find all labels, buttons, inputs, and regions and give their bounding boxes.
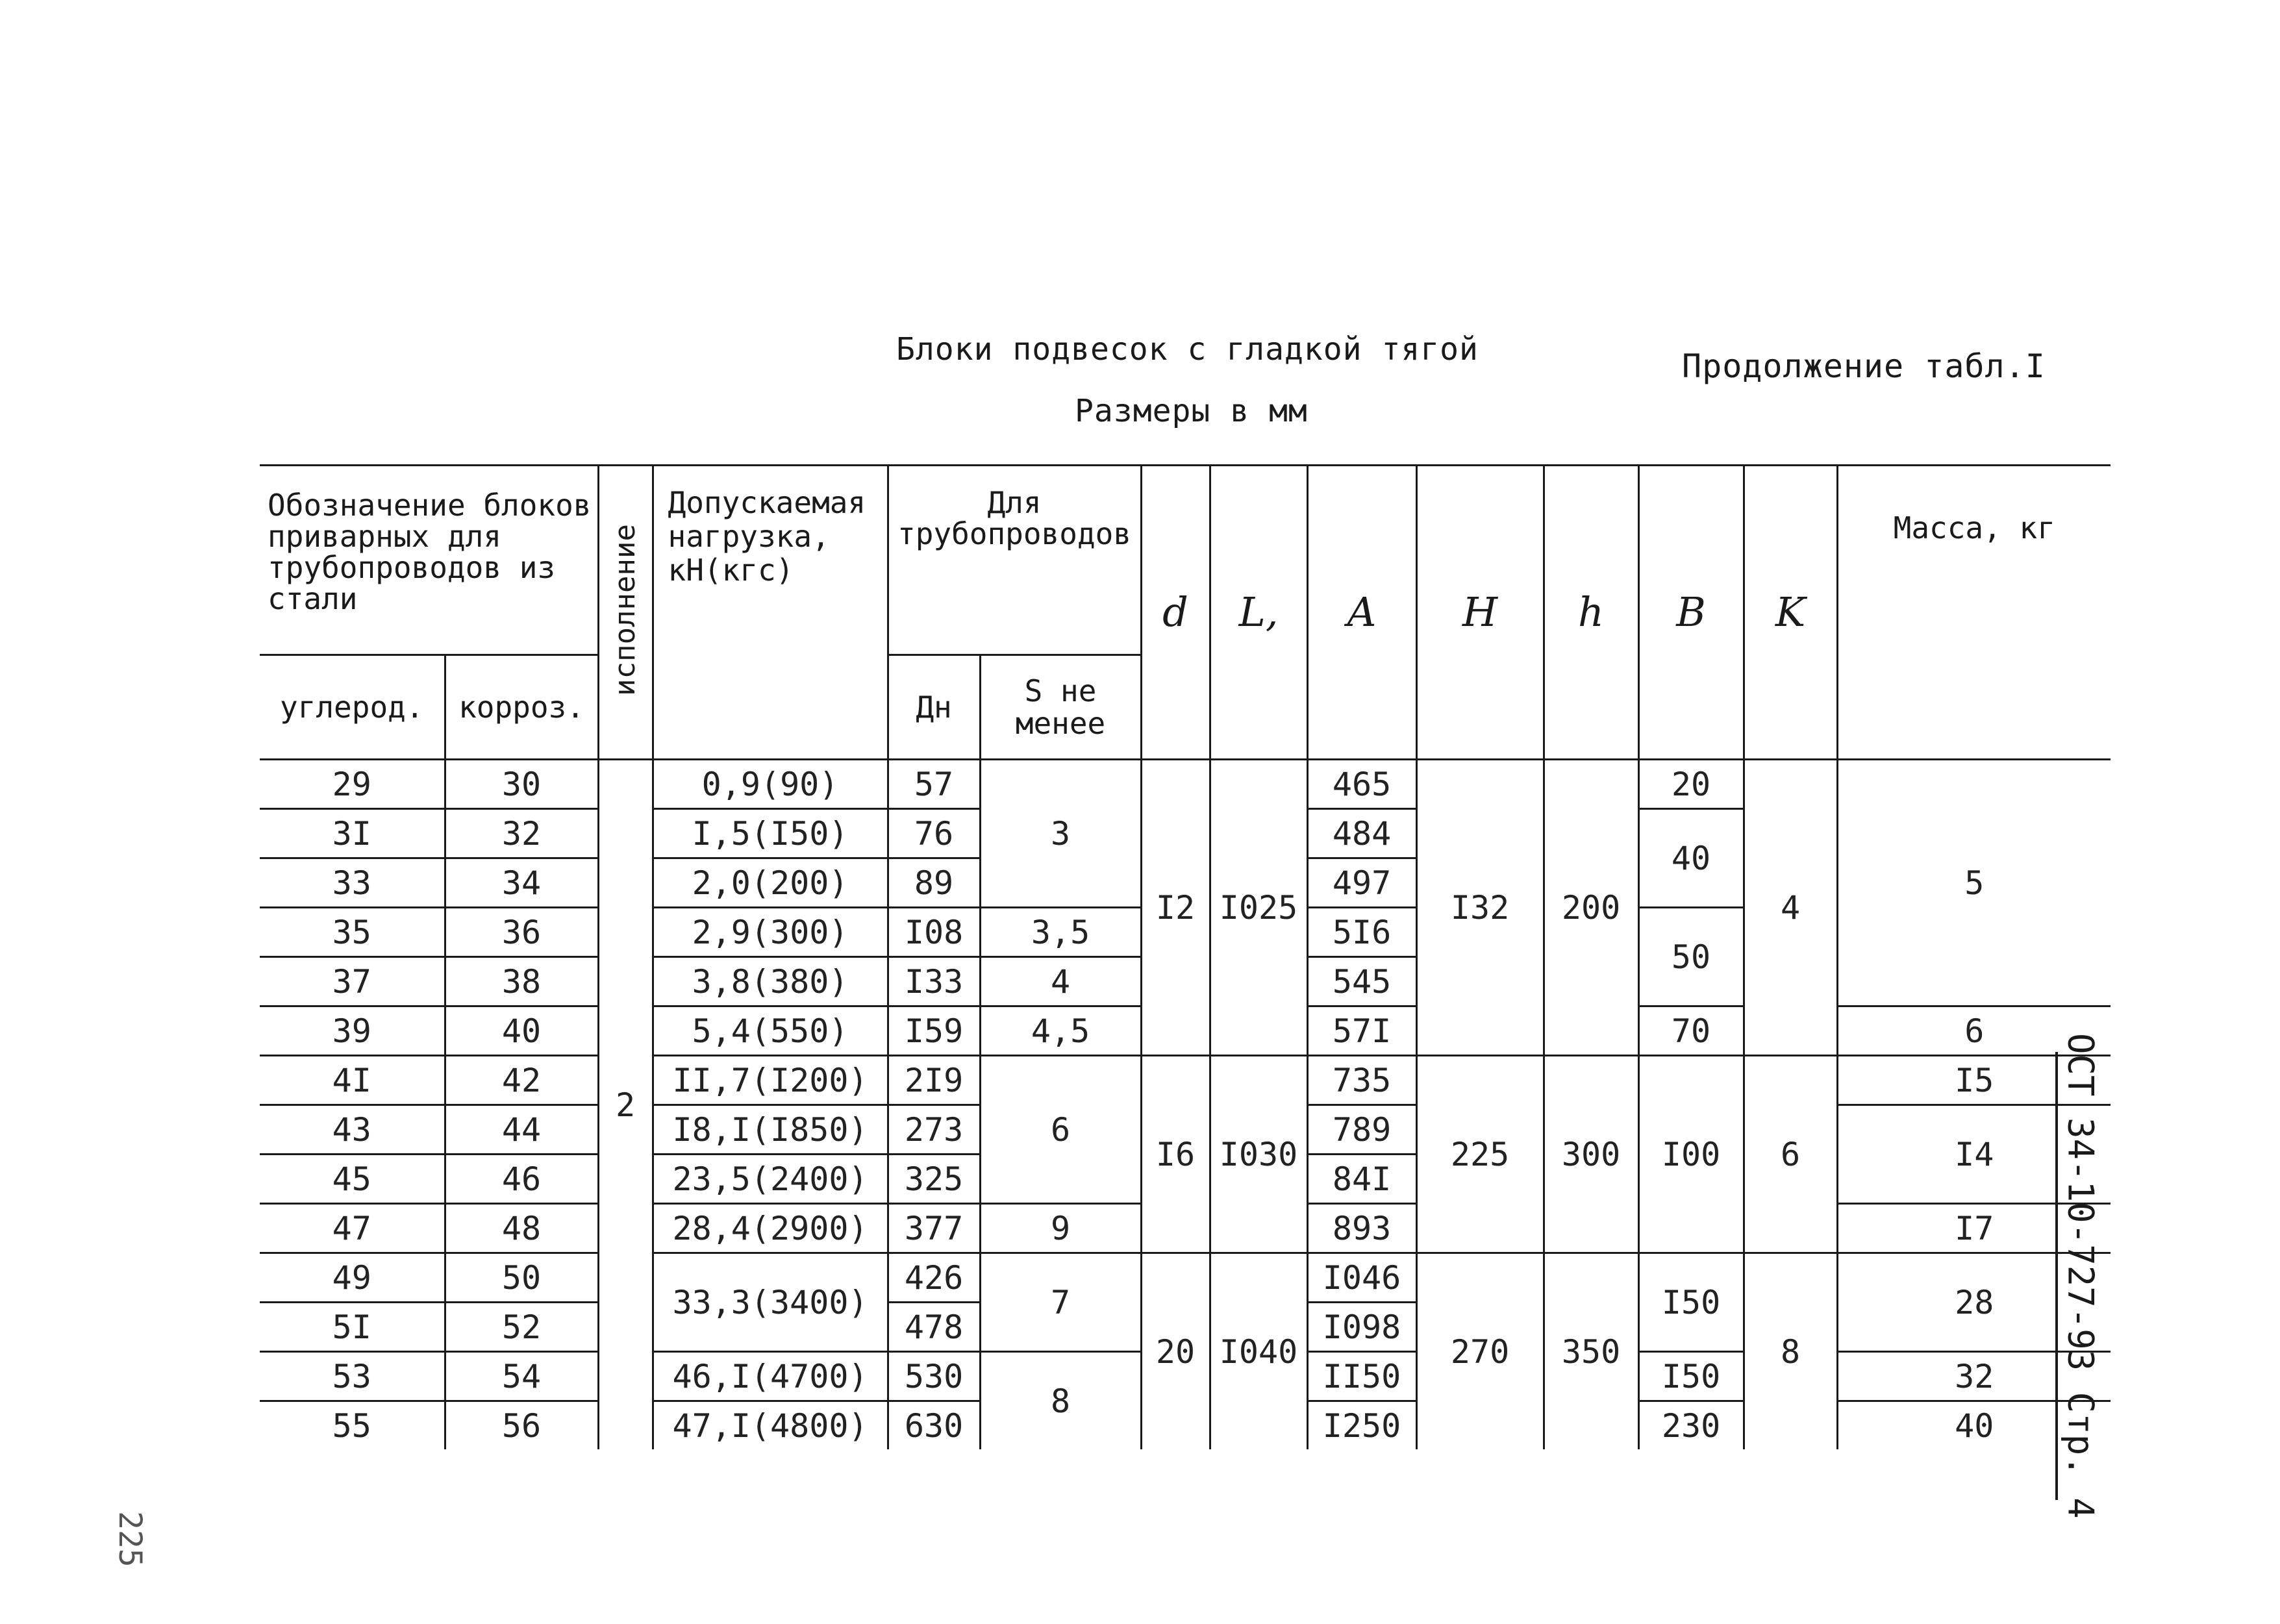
cell-dn: 76 <box>888 809 980 858</box>
cell-a: 57I <box>1307 1006 1416 1056</box>
cell-dn: I08 <box>888 908 980 957</box>
cell-carbon: 39 <box>260 1006 445 1056</box>
cell-dn: 478 <box>888 1303 980 1352</box>
cell-d: 20 <box>1141 1253 1210 1450</box>
cell-k: 6 <box>1744 1056 1837 1253</box>
cell-l1: I025 <box>1210 760 1307 1056</box>
cell-carbon: 5I <box>260 1303 445 1352</box>
cell-mass: 28 <box>1837 1253 2111 1352</box>
cell-a: 5I6 <box>1307 908 1416 957</box>
cell-d: I6 <box>1141 1056 1210 1253</box>
cell-k: 4 <box>1744 760 1837 1056</box>
cell-corrosion: 30 <box>445 760 598 809</box>
cell-a: 465 <box>1307 760 1416 809</box>
header-h-lower: h <box>1544 466 1638 760</box>
cell-dn: 426 <box>888 1253 980 1303</box>
cell-carbon: 53 <box>260 1352 445 1401</box>
cell-l1: I030 <box>1210 1056 1307 1253</box>
header-a: A <box>1307 466 1416 760</box>
cell-h-upper: 225 <box>1416 1056 1544 1253</box>
cell-load: 5,4(550) <box>653 1006 888 1056</box>
cell-load: 2,9(300) <box>653 908 888 957</box>
cell-dn: 89 <box>888 858 980 908</box>
cell-variant: 2 <box>598 760 653 1450</box>
cell-s: 8 <box>980 1352 1141 1450</box>
cell-a: 893 <box>1307 1204 1416 1253</box>
cell-a: 789 <box>1307 1105 1416 1155</box>
page-title: Блоки подвесок с гладкой тягой <box>896 331 1479 368</box>
cell-s: 9 <box>980 1204 1141 1253</box>
cell-carbon: 37 <box>260 957 445 1006</box>
side-stamp <box>2055 1033 2103 1519</box>
side-stamp-text: ОСТ 34-10-727-93 Стр. 4 <box>2060 1033 2101 1519</box>
cell-d: I2 <box>1141 760 1210 1056</box>
cell-corrosion: 50 <box>445 1253 598 1303</box>
cell-mass: I7 <box>1837 1204 2111 1253</box>
cell-carbon: 49 <box>260 1253 445 1303</box>
dimensions-table-wrapper <box>260 464 2111 1449</box>
cell-a: I046 <box>1307 1253 1416 1303</box>
cell-load: 23,5(2400) <box>653 1155 888 1204</box>
page-number-text: 225 <box>112 1510 148 1568</box>
header-dn: Дн <box>888 655 980 760</box>
cell-carbon: 55 <box>260 1401 445 1450</box>
header-d: d <box>1141 466 1210 760</box>
cell-s: 4 <box>980 957 1141 1006</box>
header-carbon: углерод. <box>260 655 445 760</box>
cell-a: I250 <box>1307 1401 1416 1450</box>
header-b: B <box>1638 466 1744 760</box>
header-load: Допускаемая нагрузка, кН(кгс) <box>653 466 888 760</box>
cell-h-lower: 300 <box>1544 1056 1638 1253</box>
cell-s: 4,5 <box>980 1006 1141 1056</box>
cell-corrosion: 54 <box>445 1352 598 1401</box>
cell-load: I8,I(I850) <box>653 1105 888 1155</box>
cell-a: I098 <box>1307 1303 1416 1352</box>
cell-mass: 5 <box>1837 760 2111 1006</box>
cell-h-lower: 350 <box>1544 1253 1638 1450</box>
table-row <box>260 760 2111 809</box>
cell-s: 3 <box>980 760 1141 908</box>
cell-carbon: 33 <box>260 858 445 908</box>
page-number <box>110 1510 149 1568</box>
cell-corrosion: 42 <box>445 1056 598 1105</box>
cell-corrosion: 38 <box>445 957 598 1006</box>
cell-a: 545 <box>1307 957 1416 1006</box>
cell-carbon: 3I <box>260 809 445 858</box>
cell-dn: I59 <box>888 1006 980 1056</box>
cell-load: 28,4(2900) <box>653 1204 888 1253</box>
cell-dn: 325 <box>888 1155 980 1204</box>
dimensions-table <box>260 464 2111 1449</box>
cell-dn: 2I9 <box>888 1056 980 1105</box>
cell-s: 6 <box>980 1056 1141 1204</box>
cell-load: 47,I(4800) <box>653 1401 888 1450</box>
header-k: K <box>1744 466 1837 760</box>
cell-dn: 57 <box>888 760 980 809</box>
header-designation: Обозначение блоков приварных для трубопроводов из стали <box>260 466 598 655</box>
header-variant-text: исполнение <box>608 523 642 696</box>
cell-mass: 6 <box>1837 1006 2111 1056</box>
cell-b: 50 <box>1638 908 1744 1006</box>
cell-dn: I33 <box>888 957 980 1006</box>
cell-load: 33,3(3400) <box>653 1253 888 1352</box>
header-variant <box>598 466 653 760</box>
table-continuation-label: Продолжение табл.I <box>1682 347 2046 385</box>
header-mass: Масса, кг <box>1837 466 2111 760</box>
cell-carbon: 35 <box>260 908 445 957</box>
cell-a: 84I <box>1307 1155 1416 1204</box>
cell-load: I,5(I50) <box>653 809 888 858</box>
cell-h-lower: 200 <box>1544 760 1638 1056</box>
units-label: Размеры в мм <box>1075 393 1308 429</box>
cell-k: 8 <box>1744 1253 1837 1450</box>
cell-corrosion: 52 <box>445 1303 598 1352</box>
cell-corrosion: 44 <box>445 1105 598 1155</box>
cell-dn: 273 <box>888 1105 980 1155</box>
cell-b: 40 <box>1638 809 1744 908</box>
cell-corrosion: 48 <box>445 1204 598 1253</box>
cell-b: 20 <box>1638 760 1744 809</box>
cell-b: 70 <box>1638 1006 1744 1056</box>
table-row <box>260 1056 2111 1105</box>
cell-carbon: 47 <box>260 1204 445 1253</box>
cell-load: 46,I(4700) <box>653 1352 888 1401</box>
cell-l1: I040 <box>1210 1253 1307 1450</box>
cell-b: 230 <box>1638 1401 1744 1450</box>
header-pipelines: Для трубопроводов <box>888 466 1141 655</box>
cell-dn: 530 <box>888 1352 980 1401</box>
cell-load: II,7(I200) <box>653 1056 888 1105</box>
cell-mass: 32 <box>1837 1352 2111 1401</box>
cell-h-upper: 270 <box>1416 1253 1544 1450</box>
cell-s: 7 <box>980 1253 1141 1352</box>
cell-load: 0,9(90) <box>653 760 888 809</box>
cell-a: II50 <box>1307 1352 1416 1401</box>
cell-corrosion: 34 <box>445 858 598 908</box>
cell-corrosion: 36 <box>445 908 598 957</box>
header-corrosion: корроз. <box>445 655 598 760</box>
cell-load: 3,8(380) <box>653 957 888 1006</box>
cell-b: I00 <box>1638 1056 1744 1253</box>
cell-corrosion: 32 <box>445 809 598 858</box>
header-h-upper: H <box>1416 466 1544 760</box>
table-row <box>260 1253 2111 1303</box>
cell-b: I50 <box>1638 1352 1744 1401</box>
cell-carbon: 45 <box>260 1155 445 1204</box>
cell-load: 2,0(200) <box>653 858 888 908</box>
cell-a: 735 <box>1307 1056 1416 1105</box>
header-l1: L, <box>1210 466 1307 760</box>
cell-carbon: 29 <box>260 760 445 809</box>
cell-dn: 630 <box>888 1401 980 1450</box>
cell-corrosion: 56 <box>445 1401 598 1450</box>
cell-h-upper: I32 <box>1416 760 1544 1056</box>
cell-mass: I5 <box>1837 1056 2111 1105</box>
cell-a: 484 <box>1307 809 1416 858</box>
cell-b: I50 <box>1638 1253 1744 1352</box>
cell-dn: 377 <box>888 1204 980 1253</box>
cell-a: 497 <box>1307 858 1416 908</box>
header-s-min: S не менее <box>980 655 1141 760</box>
cell-carbon: 43 <box>260 1105 445 1155</box>
cell-corrosion: 46 <box>445 1155 598 1204</box>
cell-s: 3,5 <box>980 908 1141 957</box>
cell-carbon: 4I <box>260 1056 445 1105</box>
cell-mass: I4 <box>1837 1105 2111 1204</box>
cell-mass: 40 <box>1837 1401 2111 1450</box>
cell-corrosion: 40 <box>445 1006 598 1056</box>
